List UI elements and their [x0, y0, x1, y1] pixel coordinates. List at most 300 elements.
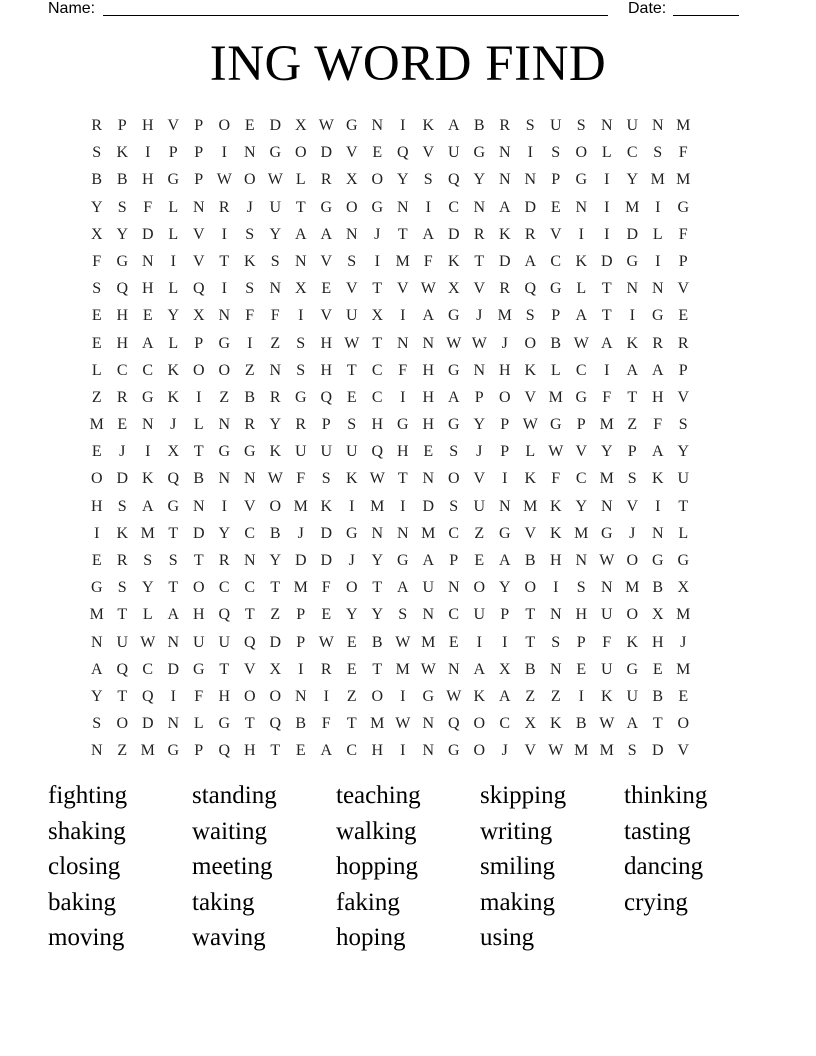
- grid-letter: I: [400, 687, 406, 705]
- grid-letter: F: [602, 388, 612, 406]
- grid-letter: T: [372, 660, 383, 678]
- grid-letter: H: [320, 334, 333, 352]
- grid-letter: A: [320, 742, 333, 760]
- grid-letter: G: [447, 361, 460, 379]
- grid-letter: M: [140, 742, 155, 760]
- grid-letter: F: [245, 307, 255, 325]
- grid-letter: F: [678, 144, 688, 162]
- grid-letter: O: [243, 171, 256, 189]
- grid-letter: S: [92, 715, 102, 733]
- grid-letter: M: [574, 742, 589, 760]
- grid-letter: G: [269, 144, 282, 162]
- grid-letter: A: [167, 606, 180, 624]
- grid-letter: Q: [243, 633, 256, 651]
- grid-letter: E: [474, 552, 485, 569]
- grid-letter: Z: [219, 388, 230, 406]
- grid-letter: J: [246, 198, 253, 216]
- word-list-item: meeting: [192, 853, 273, 881]
- grid-letter: V: [677, 388, 690, 406]
- grid-letter: N: [473, 361, 486, 379]
- grid-letter: Z: [270, 606, 281, 624]
- grid-letter: O: [498, 388, 511, 406]
- grid-letter: P: [576, 633, 586, 651]
- grid-letter: B: [116, 171, 128, 189]
- grid-letter: K: [473, 687, 486, 705]
- grid-letter: M: [293, 579, 308, 597]
- grid-letter: I: [476, 633, 482, 651]
- grid-letter: E: [346, 388, 357, 406]
- grid-letter: Y: [371, 552, 384, 569]
- grid-letter: Y: [626, 171, 639, 189]
- grid-letter: M: [421, 524, 436, 542]
- grid-letter: A: [600, 334, 613, 352]
- grid-letter: L: [525, 443, 536, 461]
- grid-letter: Q: [116, 660, 129, 678]
- grid-letter: B: [295, 715, 307, 733]
- grid-letter: D: [447, 225, 460, 243]
- grid-letter: N: [294, 252, 307, 270]
- grid-letter: I: [578, 687, 584, 705]
- grid-letter: S: [525, 117, 535, 134]
- grid-letter: L: [678, 524, 689, 542]
- grid-letter: D: [320, 144, 333, 162]
- grid-letter: E: [91, 307, 102, 325]
- grid-letter: O: [626, 606, 639, 624]
- grid-row: [84, 493, 696, 520]
- grid-letter: B: [652, 687, 664, 705]
- grid-letter: Q: [524, 280, 537, 298]
- grid-letter: E: [91, 552, 102, 569]
- grid-letter: R: [244, 416, 256, 434]
- grid-letter: I: [145, 443, 151, 461]
- word-list-item: thinking: [624, 782, 708, 809]
- grid-letter: S: [576, 579, 586, 597]
- grid-letter: G: [192, 660, 205, 678]
- grid-letter: V: [396, 280, 409, 298]
- grid-letter: E: [372, 144, 383, 162]
- grid-letter: L: [142, 606, 153, 624]
- grid-letter: P: [194, 171, 204, 189]
- grid-letter: H: [192, 606, 205, 624]
- grid-letter: S: [117, 497, 127, 515]
- grid-row: [84, 112, 696, 139]
- grid-row: [84, 302, 696, 329]
- grid-letter: G: [549, 416, 562, 434]
- grid-letter: X: [294, 117, 307, 134]
- grid-row: [84, 438, 696, 465]
- grid-row: [84, 194, 696, 221]
- grid-letter: N: [498, 497, 511, 515]
- grid-letter: M: [548, 388, 563, 406]
- grid-letter: U: [600, 660, 613, 678]
- grid-letter: H: [90, 497, 103, 515]
- grid-letter: Y: [498, 579, 511, 597]
- grid-letter: M: [293, 497, 308, 515]
- grid-letter: C: [116, 361, 128, 379]
- grid-letter: R: [218, 198, 230, 216]
- grid-letter: O: [243, 687, 256, 705]
- grid-letter: T: [525, 633, 536, 651]
- grid-letter: O: [345, 579, 358, 597]
- grid-letter: P: [168, 144, 178, 162]
- word-list-item: moving: [48, 924, 125, 952]
- grid-letter: N: [422, 715, 435, 733]
- grid-letter: S: [551, 144, 561, 162]
- grid-letter: P: [449, 552, 459, 569]
- grid-letter: D: [422, 497, 435, 515]
- grid-letter: W: [140, 633, 156, 651]
- grid-letter: L: [576, 280, 587, 298]
- grid-letter: I: [425, 198, 431, 216]
- grid-letter: H: [498, 361, 511, 379]
- grid-letter: O: [626, 552, 639, 569]
- grid-letter: G: [575, 388, 588, 406]
- grid-letter: K: [549, 715, 562, 733]
- grid-row: [84, 574, 696, 601]
- grid-letter: G: [141, 388, 154, 406]
- grid-letter: N: [167, 633, 180, 651]
- grid-letter: Q: [218, 606, 231, 624]
- grid-letter: O: [473, 715, 486, 733]
- grid-letter: F: [602, 633, 612, 651]
- grid-letter: G: [626, 660, 639, 678]
- grid-letter: A: [651, 361, 664, 379]
- grid-letter: U: [422, 579, 435, 597]
- grid-letter: N: [243, 470, 256, 488]
- grid-letter: D: [192, 524, 205, 542]
- grid-letter: U: [294, 443, 307, 461]
- grid-letter: G: [651, 307, 664, 325]
- grid-letter: D: [320, 552, 333, 569]
- page-title: ING WORD FIND: [209, 36, 607, 92]
- grid-letter: G: [447, 307, 460, 325]
- grid-letter: S: [117, 198, 127, 216]
- grid-letter: N: [600, 117, 613, 134]
- grid-letter: G: [677, 198, 690, 216]
- grid-letter: U: [473, 497, 486, 515]
- grid-letter: I: [145, 144, 151, 162]
- grid-letter: U: [320, 443, 333, 461]
- grid-letter: M: [140, 524, 155, 542]
- grid-letter: T: [627, 388, 638, 406]
- grid-letter: V: [677, 742, 690, 760]
- grid-letter: X: [294, 280, 307, 298]
- grid-letter: V: [243, 497, 256, 515]
- grid-row: [84, 384, 696, 411]
- grid-letter: L: [652, 225, 663, 243]
- grid-letter: W: [395, 633, 411, 651]
- grid-letter: K: [524, 361, 537, 379]
- grid-letter: H: [116, 334, 129, 352]
- grid-letter: F: [321, 715, 331, 733]
- grid-letter: G: [447, 416, 460, 434]
- grid-letter: M: [370, 497, 385, 515]
- grid-letter: W: [599, 715, 615, 733]
- grid-letter: M: [523, 497, 538, 515]
- grid-letter: C: [626, 144, 638, 162]
- grid-letter: P: [678, 252, 688, 270]
- grid-letter: C: [142, 361, 154, 379]
- word-list-item: baking: [48, 888, 117, 916]
- grid-letter: N: [218, 307, 231, 325]
- grid-letter: U: [677, 470, 690, 488]
- grid-letter: X: [524, 715, 537, 733]
- grid-letter: V: [192, 225, 205, 243]
- grid-letter: S: [678, 416, 688, 434]
- grid-letter: H: [549, 552, 562, 569]
- grid-letter: A: [651, 443, 664, 461]
- grid-letter: J: [501, 742, 508, 760]
- grid-letter: X: [269, 660, 282, 678]
- grid-letter: S: [245, 225, 255, 243]
- word-list-item: waving: [192, 924, 266, 952]
- grid-letter: I: [502, 470, 508, 488]
- grid-letter: C: [499, 715, 511, 733]
- grid-letter: J: [476, 307, 483, 325]
- grid-letter: C: [448, 524, 460, 542]
- grid-letter: K: [345, 470, 358, 488]
- grid-letter: U: [447, 144, 460, 162]
- grid-letter: Y: [396, 171, 409, 189]
- grid-letter: O: [524, 334, 537, 352]
- grid-letter: N: [575, 198, 588, 216]
- grid-letter: A: [575, 307, 588, 325]
- grid-letter: T: [397, 470, 408, 488]
- grid-letter: Z: [627, 416, 638, 434]
- grid-letter: T: [678, 497, 689, 515]
- grid-letter: Q: [116, 280, 129, 298]
- grid-letter: G: [422, 687, 435, 705]
- grid-letter: Y: [218, 524, 231, 542]
- grid-letter: O: [575, 144, 588, 162]
- grid-letter: K: [498, 225, 511, 243]
- grid-letter: M: [395, 660, 410, 678]
- grid-letter: Q: [320, 388, 333, 406]
- grid-letter: A: [320, 225, 333, 243]
- grid-letter: K: [626, 633, 639, 651]
- grid-letter: T: [270, 579, 281, 597]
- grid-letter: E: [346, 660, 357, 678]
- grid-letter: I: [604, 225, 610, 243]
- grid-letter: F: [551, 470, 561, 488]
- grid-letter: J: [297, 524, 304, 542]
- grid-letter: G: [498, 524, 511, 542]
- grid-letter: I: [400, 742, 406, 760]
- grid-letter: I: [298, 660, 304, 678]
- grid-letter: T: [244, 606, 255, 624]
- grid-letter: H: [651, 633, 664, 651]
- grid-letter: J: [374, 225, 381, 243]
- grid-letter: U: [600, 606, 613, 624]
- grid-letter: C: [371, 361, 383, 379]
- grid-letter: A: [422, 552, 435, 569]
- grid-letter: S: [168, 552, 178, 569]
- grid-letter: L: [550, 361, 561, 379]
- grid-letter: P: [117, 117, 127, 134]
- letter-grid: [84, 112, 696, 765]
- grid-letter: I: [629, 307, 635, 325]
- grid-letter: V: [167, 117, 180, 134]
- word-list-item: closing: [48, 853, 121, 881]
- grid-letter: S: [347, 252, 357, 270]
- grid-letter: B: [524, 552, 536, 569]
- grid-letter: N: [167, 715, 180, 733]
- grid-letter: D: [320, 524, 333, 542]
- grid-letter: Y: [600, 443, 613, 461]
- grid-letter: E: [448, 633, 459, 651]
- grid-letter: N: [396, 198, 409, 216]
- grid-letter: S: [92, 280, 102, 298]
- grid-letter: X: [371, 307, 384, 325]
- grid-letter: R: [269, 388, 281, 406]
- grid-letter: L: [91, 361, 102, 379]
- grid-letter: Y: [269, 225, 282, 243]
- grid-letter: S: [321, 470, 331, 488]
- grid-row: [84, 357, 696, 384]
- grid-letter: U: [218, 633, 231, 651]
- grid-letter: P: [194, 742, 204, 760]
- grid-letter: G: [473, 144, 486, 162]
- grid-letter: O: [192, 361, 205, 379]
- grid-letter: Y: [345, 606, 358, 624]
- grid-letter: P: [576, 416, 586, 434]
- grid-letter: G: [345, 524, 358, 542]
- grid-letter: M: [625, 579, 640, 597]
- grid-letter: K: [116, 524, 129, 542]
- grid-letter: V: [192, 252, 205, 270]
- grid-letter: I: [196, 388, 202, 406]
- grid-letter: F: [423, 252, 433, 270]
- word-list-item: waiting: [192, 817, 267, 845]
- grid-letter: F: [296, 470, 306, 488]
- grid-letter: W: [548, 742, 564, 760]
- grid-letter: F: [92, 252, 102, 270]
- grid-letter: S: [627, 742, 637, 760]
- grid-letter: I: [578, 225, 584, 243]
- grid-row: [84, 656, 696, 683]
- grid-letter: R: [320, 171, 332, 189]
- grid-letter: T: [295, 198, 306, 216]
- grid-letter: H: [320, 361, 333, 379]
- grid-letter: M: [574, 524, 589, 542]
- grid-letter: P: [627, 443, 637, 461]
- grid-row: [84, 683, 696, 710]
- grid-letter: N: [269, 361, 282, 379]
- grid-letter: T: [219, 252, 230, 270]
- grid-letter: G: [294, 388, 307, 406]
- grid-letter: G: [626, 252, 639, 270]
- grid-letter: N: [141, 252, 154, 270]
- grid-letter: T: [652, 715, 663, 733]
- grid-letter: W: [267, 171, 283, 189]
- word-list-item: taking: [192, 888, 255, 916]
- grid-letter: Y: [90, 198, 103, 216]
- grid-letter: T: [193, 552, 204, 569]
- grid-letter: O: [269, 687, 282, 705]
- grid-letter: I: [170, 687, 176, 705]
- grid-letter: I: [655, 198, 661, 216]
- grid-letter: T: [601, 280, 612, 298]
- grid-letter: T: [525, 606, 536, 624]
- grid-letter: P: [551, 171, 561, 189]
- grid-letter: V: [422, 144, 435, 162]
- grid-letter: U: [626, 687, 639, 705]
- grid-letter: N: [422, 334, 435, 352]
- grid-letter: U: [345, 307, 358, 325]
- grid-letter: N: [371, 117, 384, 134]
- grid-letter: E: [576, 660, 587, 678]
- grid-letter: G: [167, 742, 180, 760]
- grid-letter: J: [119, 443, 126, 461]
- grid-letter: Y: [167, 307, 180, 325]
- grid-letter: C: [142, 660, 154, 678]
- grid-letter: E: [678, 687, 689, 705]
- grid-letter: V: [524, 524, 537, 542]
- grid-letter: L: [168, 198, 179, 216]
- grid-letter: J: [476, 443, 483, 461]
- grid-letter: V: [575, 443, 588, 461]
- grid-letter: N: [218, 416, 231, 434]
- grid-letter: G: [549, 280, 562, 298]
- grid-letter: V: [524, 742, 537, 760]
- grid-letter: O: [677, 715, 690, 733]
- grid-letter: V: [524, 388, 537, 406]
- grid-letter: I: [221, 225, 227, 243]
- grid-letter: A: [498, 552, 511, 569]
- grid-letter: J: [501, 334, 508, 352]
- grid-letter: U: [269, 198, 282, 216]
- grid-letter: C: [575, 470, 587, 488]
- grid-letter: P: [296, 633, 306, 651]
- grid-letter: T: [372, 280, 383, 298]
- grid-letter: Z: [270, 334, 281, 352]
- word-list-item: making: [480, 888, 555, 916]
- grid-letter: E: [423, 443, 434, 461]
- grid-letter: X: [167, 443, 180, 461]
- grid-letter: F: [653, 416, 663, 434]
- grid-letter: T: [397, 225, 408, 243]
- grid-letter: A: [447, 388, 460, 406]
- grid-letter: G: [396, 552, 409, 569]
- grid-letter: A: [422, 307, 435, 325]
- grid-letter: W: [318, 633, 334, 651]
- grid-letter: K: [422, 117, 435, 134]
- grid-letter: W: [471, 334, 487, 352]
- grid-letter: W: [548, 443, 564, 461]
- grid-letter: O: [371, 171, 384, 189]
- grid-letter: E: [652, 660, 663, 678]
- grid-letter: F: [194, 687, 204, 705]
- grid-letter: T: [474, 252, 485, 270]
- grid-letter: E: [295, 742, 306, 760]
- grid-letter: V: [345, 144, 358, 162]
- grid-letter: R: [295, 416, 307, 434]
- word-list-item: hopping: [336, 853, 418, 881]
- grid-letter: D: [498, 252, 511, 270]
- grid-letter: Q: [447, 715, 460, 733]
- grid-letter: B: [371, 633, 383, 651]
- grid-letter: C: [346, 742, 358, 760]
- grid-letter: G: [90, 579, 103, 597]
- grid-letter: Q: [218, 742, 231, 760]
- grid-letter: K: [116, 144, 129, 162]
- grid-letter: T: [372, 334, 383, 352]
- grid-letter: C: [575, 361, 587, 379]
- grid-letter: W: [599, 552, 615, 569]
- grid-letter: K: [167, 361, 180, 379]
- grid-letter: D: [524, 198, 537, 216]
- grid-letter: O: [294, 144, 307, 162]
